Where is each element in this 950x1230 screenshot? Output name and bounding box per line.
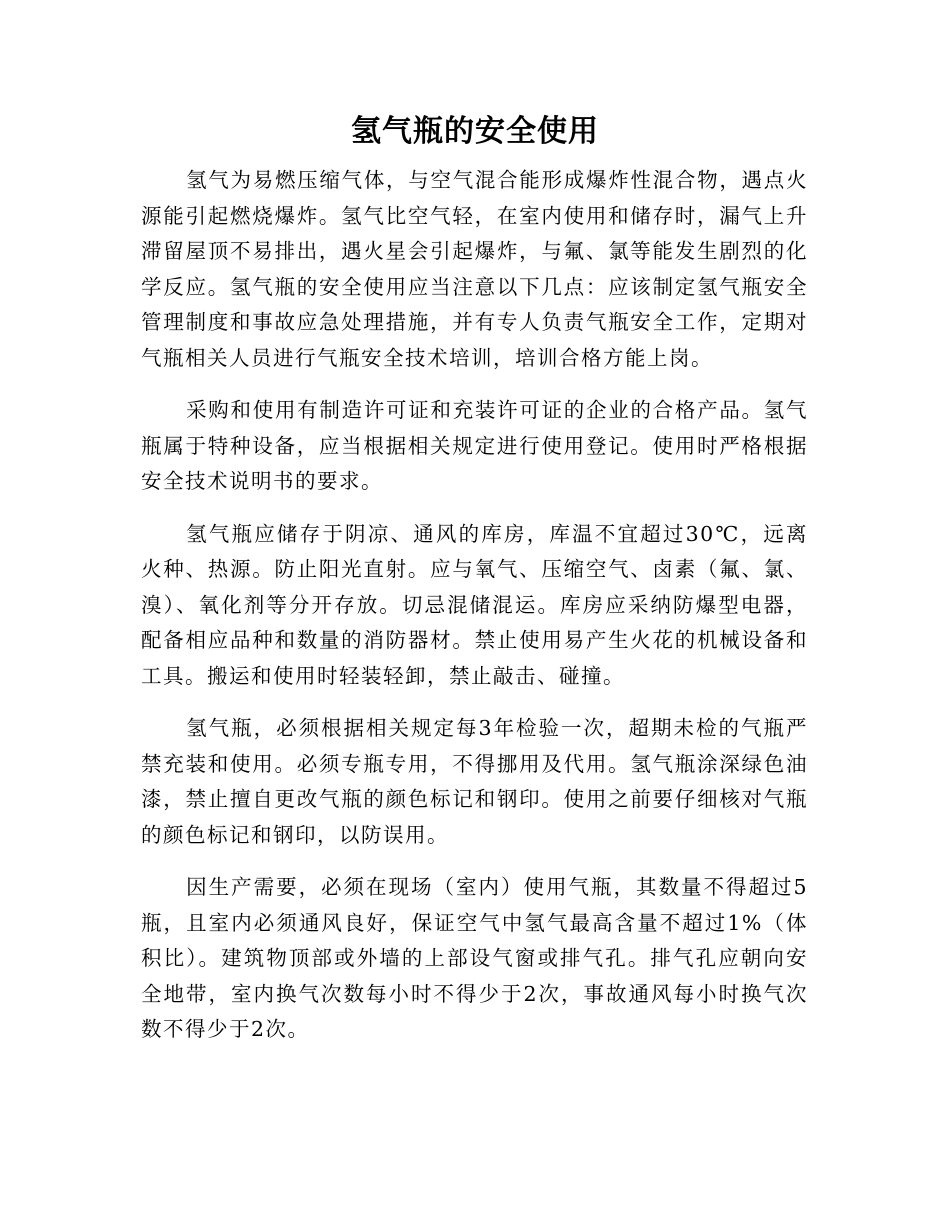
paragraph-5: 因生产需要，必须在现场（室内）使用气瓶，其数量不得超过5瓶，且室内必须通风良好，保证空气中氢气最高含量不超过1%（体积比）。建筑物顶部或外墙的上部设气窗或排气孔。排气孔应朝向安全地带，室内换气次数每小时不得少于2次，事故通风每小时换气次数不得少于2次。 [141,875,808,1041]
paragraph-2: 采购和使用有制造许可证和充装许可证的企业的合格产品。氢气瓶属于特种设备，应当根据相关规定进行使用登记。使用时严格根据安全技术说明书的要求。 [141,398,808,493]
paragraph-3: 氢气瓶应储存于阴凉、通风的库房，库温不宜超过30℃，远离火种、热源。防止阳光直射。应与氧气、压缩空气、卤素（氟、氯、溴）、氧化剂等分开存放。切忌混储混运。库房应采纳防爆型电器，配备相应品种和数量的消防器材。禁止使用易产生火花的机械设备和工具。搬运和使用时轻装轻卸，禁止敲击、碰撞。 [141,521,808,688]
paragraph-4: 氢气瓶，必须根据相关规定每3年检验一次，超期未检的气瓶严禁充装和使用。必须专瓶专用，不得挪用及代用。氢气瓶涂深绿色油漆，禁止擅自更改气瓶的颜色标记和钢印。使用之前要仔细核对气瓶的颜色标记和钢印，以防误用。 [141,716,808,847]
document-body [141,163,808,1065]
document-title: 氢气瓶的安全使用 [351,114,599,149]
paragraph-1: 氢气为易燃压缩气体，与空气混合能形成爆炸性混合物，遇点火源能引起燃烧爆炸。氢气比空气轻，在室内使用和储存时，漏气上升滞留屋顶不易排出，遇火星会引起爆炸，与氟、氯等能发生剧烈的化学反应。氢气瓶的安全使用应当注意以下几点：应该制定氢气瓶安全管理制度和事故应急处理措施，并有专人负责气瓶安全工作，定期对气瓶相关人员进行气瓶安全技术培训，培训合格方能上岗。 [141,168,808,370]
